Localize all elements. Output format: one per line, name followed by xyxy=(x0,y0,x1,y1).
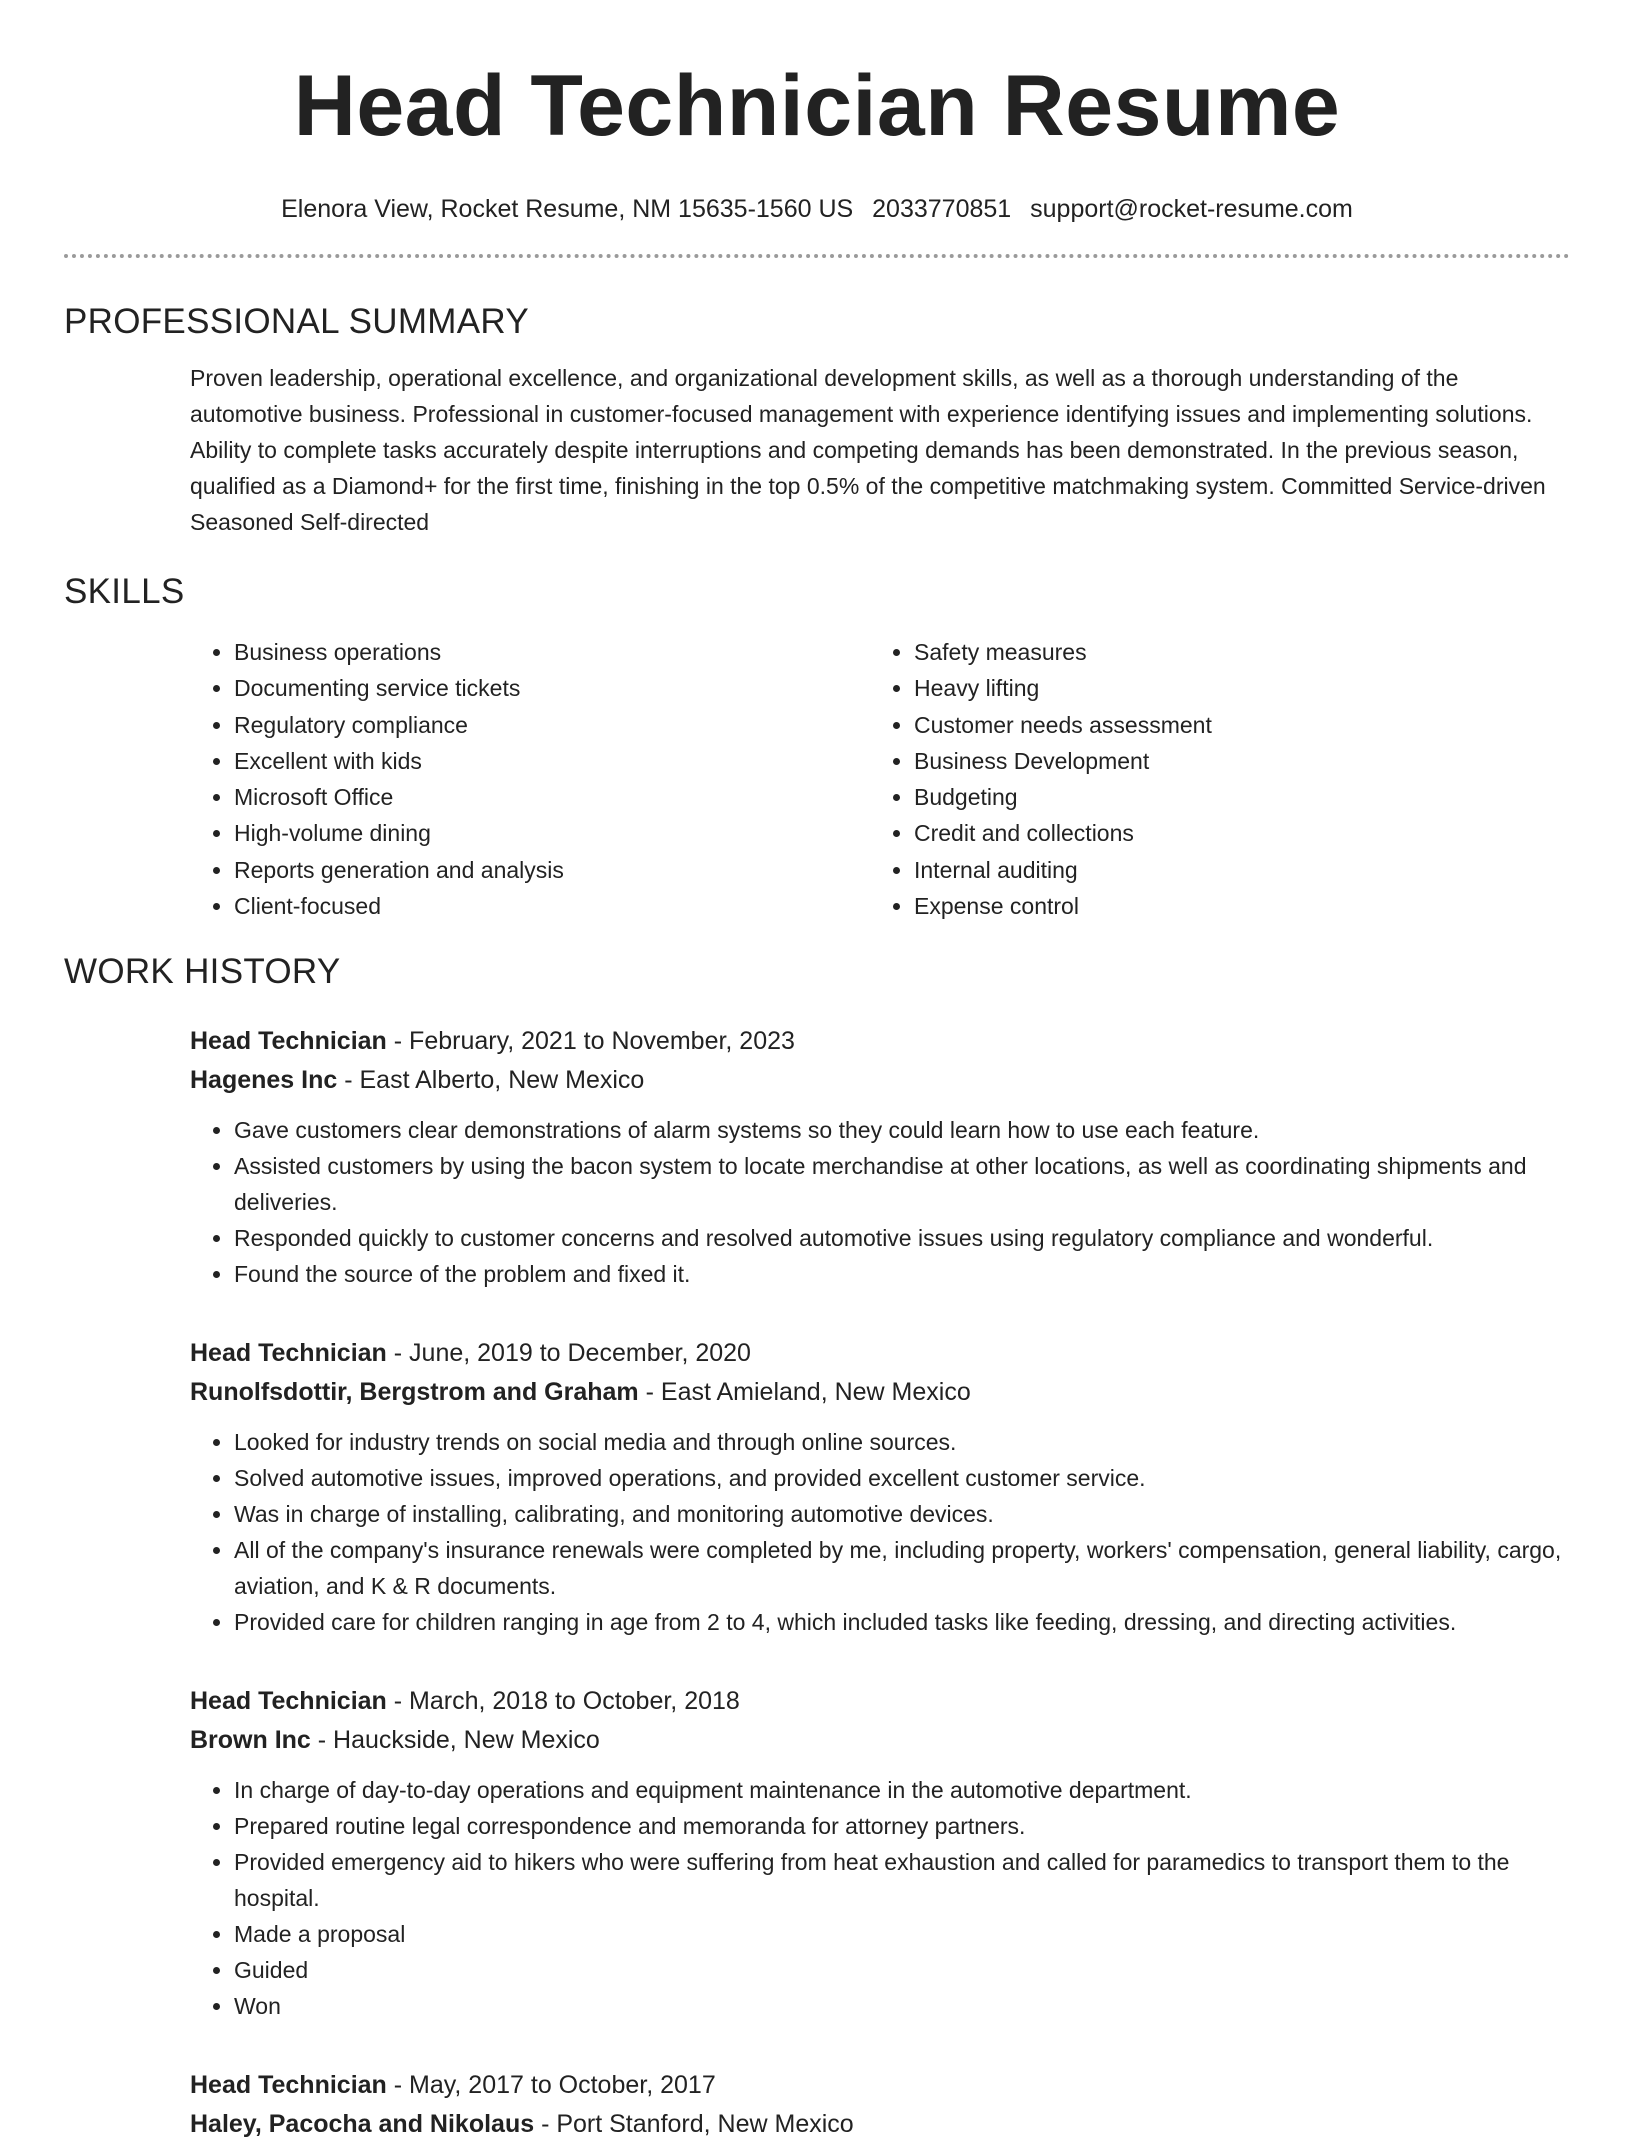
job-entry xyxy=(190,1022,1570,1292)
job-dates: - June, 2019 to December, 2020 xyxy=(386,1339,751,1368)
job-company: Haley, Pacocha and Nikolaus xyxy=(190,2110,535,2139)
work-history-heading: WORK HISTORY xyxy=(64,952,341,992)
skill-item: • Microsoft Office xyxy=(234,779,870,815)
job-location: - Port Stanford, New Mexico xyxy=(534,2110,854,2139)
skill-item: • Internal auditing xyxy=(914,852,1550,888)
job-bullet: • Provided emergency aid to hikers who were suffering from heat exhaustion and called for paramedics to transport them to the hospital. xyxy=(234,1844,1570,1916)
job-entry xyxy=(190,2066,1570,2144)
job-bullets xyxy=(190,1424,1570,1640)
job-company-line xyxy=(190,1373,1570,1412)
job-bullet: • In charge of day-to-day operations and equipment maintenance in the automotive department. xyxy=(234,1772,1570,1808)
job-bullets xyxy=(190,1112,1570,1292)
job-bullet: • Made a proposal xyxy=(234,1916,1570,1952)
job-bullet: • Gave customers clear demonstrations of alarm systems so they could learn how to use each feature. xyxy=(234,1112,1570,1148)
skill-item: • Client-focused xyxy=(234,888,870,924)
contact-phone: 2033770851 xyxy=(872,195,1012,223)
job-company-line xyxy=(190,1721,1570,1760)
skill-item: • High-volume dining xyxy=(234,815,870,851)
contact-address: Elenora View, Rocket Resume, NM 15635-1560 US xyxy=(281,195,854,223)
job-title-line xyxy=(190,1334,1570,1373)
skill-item: • Safety measures xyxy=(914,634,1550,670)
skill-item: • Reports generation and analysis xyxy=(234,852,870,888)
job-location: - East Amieland, New Mexico xyxy=(638,1378,971,1407)
skills-right-column xyxy=(870,634,1550,924)
resume-page xyxy=(64,0,1570,2139)
job-company-line xyxy=(190,1061,1570,1100)
job-title-line xyxy=(190,1022,1570,1061)
job-bullet: • All of the company's insurance renewals were completed by me, including property, workers' compensation, general liability, cargo, aviation, and K & R documents. xyxy=(234,1532,1570,1604)
resume-title: Head Technician Resume xyxy=(293,58,1341,154)
skill-item: • Expense control xyxy=(914,888,1550,924)
job-bullet: • Responded quickly to customer concerns and resolved automotive issues using regulatory compliance and wonderful. xyxy=(234,1220,1570,1256)
job-title: Head Technician xyxy=(190,1339,387,1368)
job-dates: - May, 2017 to October, 2017 xyxy=(386,2071,716,2100)
job-bullet: • Guided xyxy=(234,1952,1570,1988)
job-dates: - March, 2018 to October, 2018 xyxy=(386,1687,740,1716)
job-company-line xyxy=(190,2105,1570,2144)
header-divider xyxy=(64,254,1570,258)
skill-item: • Documenting service tickets xyxy=(234,670,870,706)
job-bullet: • Solved automotive issues, improved operations, and provided excellent customer service. xyxy=(234,1460,1570,1496)
job-entry xyxy=(190,1334,1570,1640)
skill-item: • Business Development xyxy=(914,743,1550,779)
job-bullet: • Won xyxy=(234,1988,1570,2024)
skill-item: • Regulatory compliance xyxy=(234,707,870,743)
skill-item: • Credit and collections xyxy=(914,815,1550,851)
skill-item: • Heavy lifting xyxy=(914,670,1550,706)
job-bullet: • Assisted customers by using the bacon system to locate merchandise at other locations, as well as coordinating shipments and deliveries. xyxy=(234,1148,1570,1220)
skill-item: • Customer needs assessment xyxy=(914,707,1550,743)
skill-item: • Excellent with kids xyxy=(234,743,870,779)
job-bullet: • Prepared routine legal correspondence and memoranda for attorney partners. xyxy=(234,1808,1570,1844)
summary-text: Proven leadership, operational excellence, and organizational development skills, as well as a thorough understanding of the automotive business. Professional in customer-focused management with experience identifying issues and implementing solutions. Ability to complete tasks accurately despite interruptions and competing demands has been demonstrated. In the previous season, qualified as a Diamond+ for the first time, finishing in the top 0.5% of the competitive matchmaking system. Committed Service-driven Seasoned Self-directed xyxy=(190,365,1546,535)
job-company: Runolfsdottir, Bergstrom and Graham xyxy=(190,1378,639,1407)
skills-left-column xyxy=(190,634,870,924)
skill-item: • Budgeting xyxy=(914,779,1550,815)
job-location: - Hauckside, New Mexico xyxy=(310,1726,600,1755)
skill-item: • Business operations xyxy=(234,634,870,670)
job-location: - East Alberto, New Mexico xyxy=(337,1066,645,1095)
job-dates: - February, 2021 to November, 2023 xyxy=(386,1027,795,1056)
contact-line xyxy=(64,194,1570,224)
summary-heading: PROFESSIONAL SUMMARY xyxy=(64,302,529,341)
skills-grid xyxy=(190,634,1570,924)
job-bullet: • Was in charge of installing, calibrating, and monitoring automotive devices. xyxy=(234,1496,1570,1532)
job-company: Hagenes Inc xyxy=(190,1066,338,1095)
job-title: Head Technician xyxy=(190,1027,387,1056)
job-bullet: • Found the source of the problem and fixed it. xyxy=(234,1256,1570,1292)
work-history-list xyxy=(64,1022,1570,2144)
job-title-line xyxy=(190,2066,1570,2105)
job-entry xyxy=(190,1682,1570,2024)
job-company: Brown Inc xyxy=(190,1726,311,1755)
job-bullet: • Looked for industry trends on social media and through online sources. xyxy=(234,1424,1570,1460)
job-title-line xyxy=(190,1682,1570,1721)
contact-email: support@rocket-resume.com xyxy=(1030,195,1353,223)
skills-heading: SKILLS xyxy=(64,572,185,611)
job-title: Head Technician xyxy=(190,1687,387,1716)
job-bullet: • Provided care for children ranging in age from 2 to 4, which included tasks like feeding, dressing, and directing activities. xyxy=(234,1604,1570,1640)
job-bullets xyxy=(190,1772,1570,2024)
job-title: Head Technician xyxy=(190,2071,387,2100)
